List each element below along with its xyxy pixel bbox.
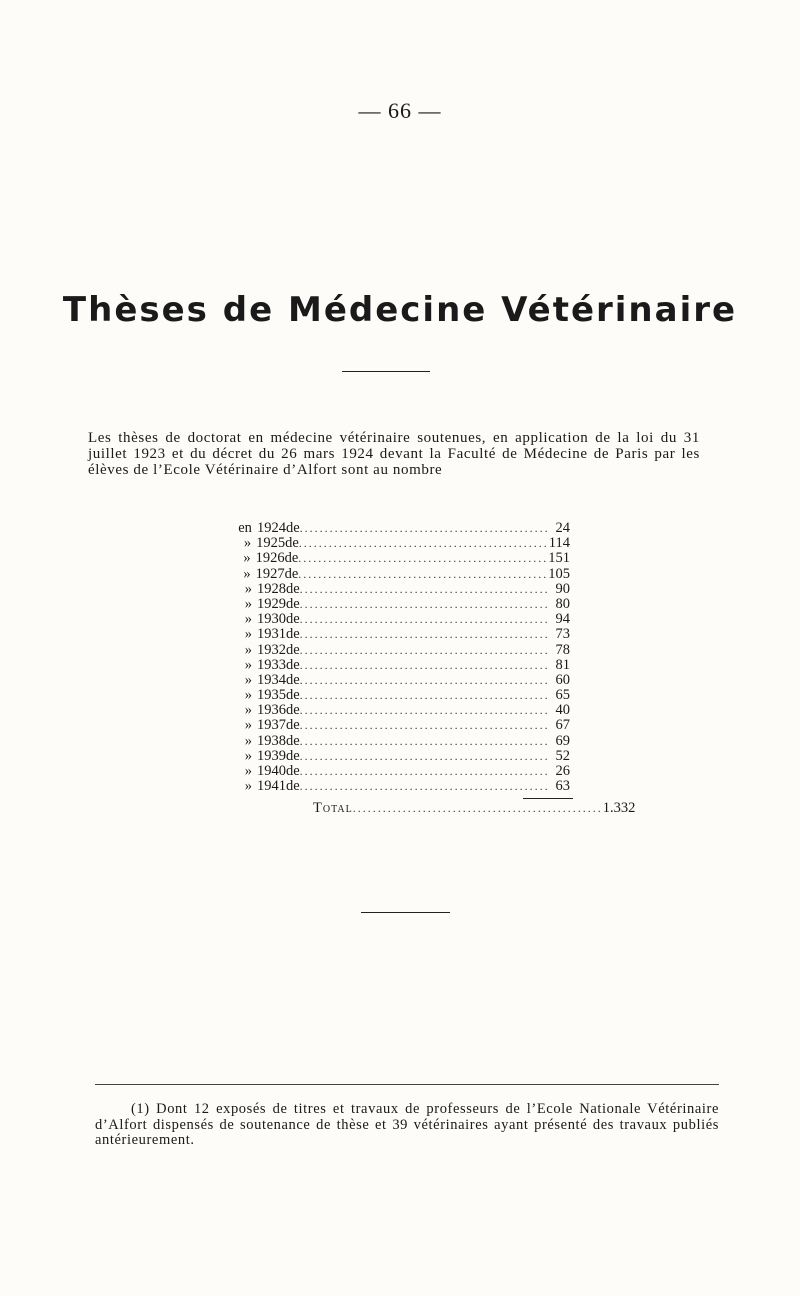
row-count: 67 <box>555 717 570 734</box>
leader-dots: .................................................. <box>299 521 550 535</box>
row-prefix: » <box>244 778 252 795</box>
row-count: 151 <box>548 550 570 567</box>
page-title: Thèses de Médecine Vétérinaire <box>62 290 738 330</box>
row-count: 114 <box>548 535 570 552</box>
leader-dots: .................................................. <box>299 703 550 718</box>
total-label: Total <box>313 800 353 816</box>
row-de: de <box>285 580 300 597</box>
table-row <box>238 612 570 627</box>
row-year: 1934 <box>256 671 286 688</box>
row-de: de <box>285 778 300 795</box>
footnote-rule <box>95 1084 719 1085</box>
table-row <box>238 627 570 642</box>
row-year: 1933 <box>256 656 286 673</box>
row-de: de <box>285 747 300 764</box>
row-count: 52 <box>555 747 570 764</box>
row-count: 63 <box>555 778 570 795</box>
row-year: 1930 <box>256 611 286 628</box>
row-prefix: » <box>243 550 251 567</box>
table-row <box>238 536 570 551</box>
row-year: 1940 <box>256 763 286 779</box>
table-row <box>238 703 570 718</box>
footnote <box>95 1102 719 1149</box>
row-de: de <box>285 702 300 719</box>
table-row <box>238 567 570 582</box>
row-year: 1939 <box>256 747 286 764</box>
row-year: 1932 <box>256 641 286 658</box>
row-prefix: » <box>243 535 252 552</box>
row-count: 40 <box>555 702 570 719</box>
leader-dots: .................................................. <box>299 627 550 642</box>
leader-dots: .................................................. <box>299 581 550 596</box>
row-de: de <box>285 595 300 612</box>
row-de: de <box>285 763 300 779</box>
row-year: 1924 <box>256 520 286 536</box>
row-prefix: » <box>244 671 252 688</box>
leader-dots: .................................................. <box>299 672 550 687</box>
intro-paragraph: Les thèses de doctorat en médecine vétérinaire soutenues, en application de la loi du 31 juillet 1923 et du décret du 26 mars 1924 devant la Faculté de Médecine de Paris par les élèves de l’Ecole Vétérinaire d’Alfort sont au nombre <box>88 430 700 478</box>
row-count: 65 <box>555 687 570 704</box>
leader-dots: .................................................. <box>352 801 603 815</box>
row-de: de <box>284 565 299 582</box>
row-count: 60 <box>555 671 570 688</box>
row-prefix: » <box>244 763 252 779</box>
row-de: de <box>285 732 300 749</box>
row-de: de <box>285 656 300 673</box>
table-row <box>238 582 570 597</box>
row-de: de <box>285 671 300 688</box>
row-year: 1926 <box>255 550 285 567</box>
row-de: de <box>284 550 299 567</box>
leader-dots: .................................................. <box>299 764 550 778</box>
leader-dots: .................................................. <box>299 718 550 733</box>
table-row <box>238 779 570 794</box>
row-prefix: » <box>244 641 252 658</box>
table-row <box>238 551 570 566</box>
total-value: 1.332 <box>602 800 636 816</box>
row-count: 94 <box>555 611 570 628</box>
row-de: de <box>285 687 300 704</box>
row-year: 1928 <box>256 580 286 597</box>
row-count: 105 <box>548 565 570 582</box>
table-row <box>238 734 570 749</box>
leader-dots: .................................................. <box>299 688 550 703</box>
table-row <box>238 688 570 703</box>
row-count: 73 <box>555 626 570 643</box>
row-de: de <box>285 520 300 536</box>
row-year: 1925 <box>256 535 286 552</box>
row-prefix: » <box>244 595 252 612</box>
leader-dots: .................................................. <box>299 733 550 748</box>
leader-dots: .................................................. <box>299 596 550 611</box>
row-prefix: » <box>243 565 251 582</box>
row-count: 26 <box>555 763 570 779</box>
row-de: de <box>285 717 300 734</box>
row-year: 1941 <box>256 778 286 795</box>
table-row <box>238 673 570 688</box>
table-row <box>238 658 570 673</box>
row-year: 1936 <box>256 702 286 719</box>
table-row <box>238 764 570 779</box>
row-de: de <box>285 641 300 658</box>
table-row <box>238 521 570 536</box>
title-divider <box>342 371 430 372</box>
footnote-text: (1) Dont 12 exposés de titres et travaux de professeurs de l’Ecole Nationale Vétérinaire d’Alfort dispensés de soutenance de thèse et 39 vétérinaires ayant présenté des travaux publiés antérieurement. <box>95 1101 719 1148</box>
row-year: 1927 <box>255 565 285 582</box>
row-prefix: » <box>244 611 252 628</box>
table-row <box>238 718 570 733</box>
row-count: 90 <box>555 580 570 597</box>
row-count: 24 <box>555 520 570 536</box>
row-year: 1935 <box>256 687 286 704</box>
section-divider <box>361 912 450 913</box>
leader-dots: .................................................. <box>299 612 550 627</box>
row-prefix: » <box>244 717 252 734</box>
row-count: 81 <box>555 656 570 673</box>
row-prefix: » <box>244 702 252 719</box>
row-prefix: en <box>238 520 252 536</box>
total-row <box>313 800 636 817</box>
row-year: 1931 <box>256 626 286 643</box>
row-count: 80 <box>555 595 570 612</box>
row-de: de <box>285 535 299 552</box>
table-row <box>238 749 570 764</box>
leader-dots: .................................................. <box>298 536 549 551</box>
row-prefix: » <box>244 747 252 764</box>
row-year: 1937 <box>256 717 286 734</box>
table-row <box>238 643 570 658</box>
thesis-count-table <box>238 521 570 794</box>
row-count: 69 <box>555 732 570 749</box>
row-prefix: » <box>244 580 252 597</box>
table-row <box>238 597 570 612</box>
row-de: de <box>285 626 300 643</box>
row-de: de <box>285 611 300 628</box>
leader-dots: .................................................. <box>299 748 550 763</box>
row-year: 1929 <box>256 595 286 612</box>
page-number: — 66 — <box>358 98 442 123</box>
row-prefix: » <box>244 626 252 643</box>
leader-dots: .................................................. <box>298 566 549 581</box>
leader-dots: .................................................. <box>299 779 550 794</box>
row-prefix: » <box>244 732 252 749</box>
row-prefix: » <box>244 687 252 704</box>
leader-dots: .................................................. <box>299 642 550 657</box>
row-count: 78 <box>555 641 570 658</box>
total-rule <box>523 798 573 799</box>
row-prefix: » <box>244 656 252 673</box>
row-year: 1938 <box>256 732 286 749</box>
leader-dots: .................................................. <box>299 657 550 672</box>
leader-dots: .................................................. <box>298 551 549 566</box>
